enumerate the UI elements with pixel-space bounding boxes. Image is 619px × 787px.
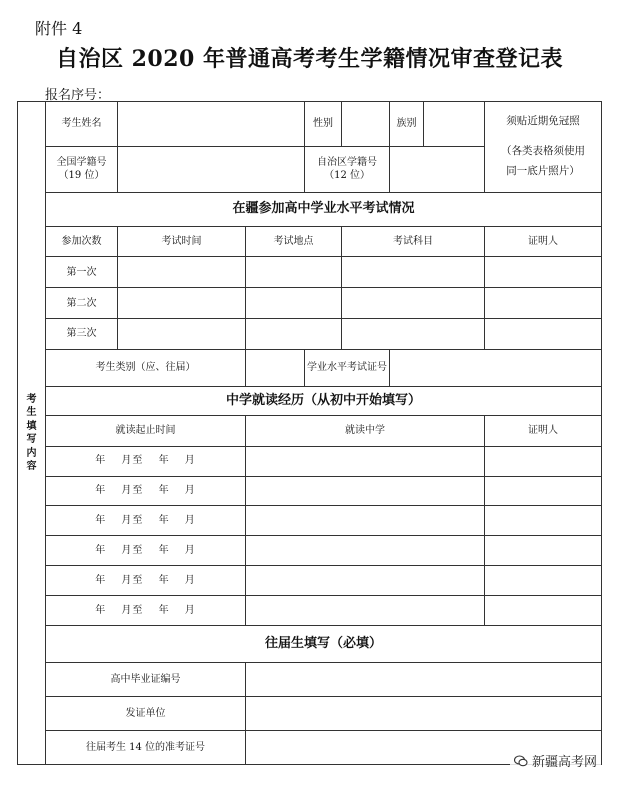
school-section-title: 中学就读经历（从初中开始填写） [46, 387, 602, 416]
exam-subjects-field[interactable] [342, 257, 485, 288]
admission-ticket-label: 往届考生 14 位的准考证号 [46, 730, 246, 764]
school-witness-field[interactable] [485, 506, 602, 536]
form-title: 自治区 2020 年普通高考考生学籍情况审查登记表 [55, 46, 564, 72]
candidate-category-label: 考生类别（应、往届） [46, 350, 246, 387]
exam-row-label: 第一次 [46, 257, 118, 288]
exam-header-location: 考试地点 [246, 226, 342, 257]
exam-witness-field[interactable] [485, 288, 602, 319]
exam-location-field[interactable] [246, 257, 342, 288]
gender-label: 性别 [305, 102, 342, 147]
annex-label: 附件 4 [35, 19, 83, 38]
watermark: 新疆高考网 [510, 750, 601, 771]
proficiency-cert-field[interactable] [390, 350, 602, 387]
national-student-id-label: 全国学籍号 （19 位） [46, 147, 118, 192]
school-witness-field[interactable] [485, 446, 602, 476]
past-graduate-section-title: 往届生填写（必填） [46, 625, 602, 662]
school-period-field[interactable]: 年 月至 年 月 [46, 536, 246, 566]
candidate-category-field[interactable] [246, 350, 305, 387]
ethnicity-field[interactable] [424, 102, 485, 147]
name-field[interactable] [118, 102, 305, 147]
exam-date-field[interactable] [118, 257, 246, 288]
region-student-id-label: 自治区学籍号 （12 位） [305, 147, 390, 192]
exam-witness-field[interactable] [485, 257, 602, 288]
school-header-school: 就读中学 [246, 415, 485, 446]
registration-number-label: 报名序号： [45, 88, 111, 103]
ethnicity-label: 族别 [390, 102, 424, 147]
school-name-field[interactable] [246, 506, 485, 536]
name-label: 考生姓名 [46, 102, 118, 147]
issuing-unit-field[interactable] [246, 696, 602, 730]
school-period-field[interactable]: 年 月至 年 月 [46, 506, 246, 536]
exam-header-witness: 证明人 [485, 226, 602, 257]
exam-subjects-field[interactable] [342, 288, 485, 319]
proficiency-cert-label: 学业水平考试证号 [305, 350, 390, 387]
wechat-icon [514, 755, 528, 767]
school-period-field[interactable]: 年 月至 年 月 [46, 446, 246, 476]
exam-date-field[interactable] [118, 288, 246, 319]
school-header-witness: 证明人 [485, 415, 602, 446]
school-name-field[interactable] [246, 476, 485, 506]
school-witness-field[interactable] [485, 536, 602, 566]
school-name-field[interactable] [246, 446, 485, 476]
photo-area[interactable]: 须贴近期免冠照 （各类表格须使用 同一底片照片） [485, 102, 602, 193]
school-period-field[interactable]: 年 月至 年 月 [46, 476, 246, 506]
exam-location-field[interactable] [246, 288, 342, 319]
issuing-unit-label: 发证单位 [46, 696, 246, 730]
exam-row-label: 第三次 [46, 319, 118, 350]
exam-row-label: 第二次 [46, 288, 118, 319]
exam-header-date: 考试时间 [118, 226, 246, 257]
school-header-period: 就读起止时间 [46, 415, 246, 446]
region-student-id-field[interactable] [390, 147, 485, 192]
school-period-field[interactable]: 年 月至 年 月 [46, 596, 246, 626]
exam-location-field[interactable] [246, 319, 342, 350]
school-witness-field[interactable] [485, 596, 602, 626]
school-name-field[interactable] [246, 596, 485, 626]
diploma-number-field[interactable] [246, 662, 602, 696]
registration-form-table [17, 101, 602, 765]
exam-subjects-field[interactable] [342, 319, 485, 350]
gender-field[interactable] [342, 102, 390, 147]
school-name-field[interactable] [246, 536, 485, 566]
side-label-candidate-fill: 考 生 填 写 内 容 [18, 102, 46, 765]
exam-section-title: 在疆参加高中学业水平考试情况 [46, 192, 602, 226]
school-witness-field[interactable] [485, 566, 602, 596]
exam-header-times: 参加次数 [46, 226, 118, 257]
diploma-number-label: 高中毕业证编号 [46, 662, 246, 696]
national-student-id-field[interactable] [118, 147, 305, 192]
school-name-field[interactable] [246, 566, 485, 596]
exam-witness-field[interactable] [485, 319, 602, 350]
exam-header-subjects: 考试科目 [342, 226, 485, 257]
exam-date-field[interactable] [118, 319, 246, 350]
school-witness-field[interactable] [485, 476, 602, 506]
school-period-field[interactable]: 年 月至 年 月 [46, 566, 246, 596]
